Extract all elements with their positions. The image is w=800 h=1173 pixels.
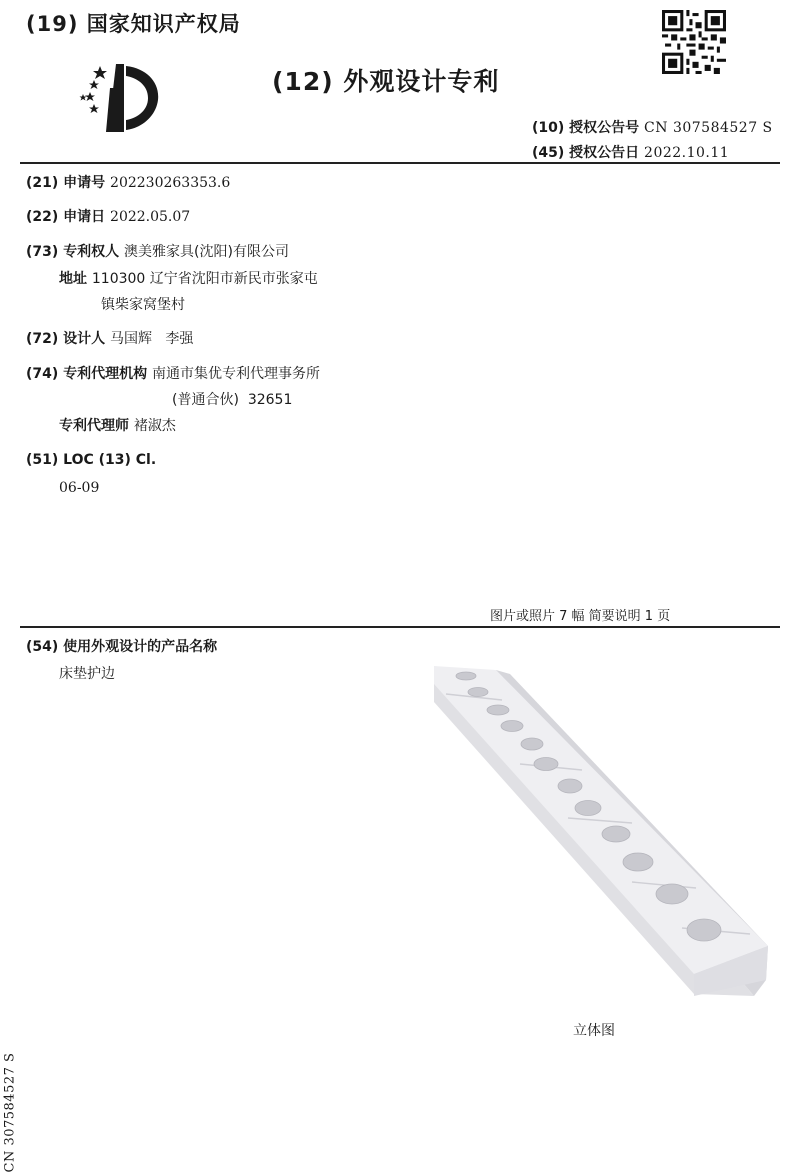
agency-line-2: (普通合伙) 32651 — [172, 392, 293, 408]
address-row — [59, 268, 318, 288]
loc-classification-label: (51) LOC (13) Cl. — [26, 452, 157, 468]
section-divider — [20, 626, 780, 628]
application-number-row — [26, 172, 230, 192]
agency-name: 南通市集优专利代理事务所 — [152, 366, 321, 382]
agency-row — [26, 363, 320, 383]
document-type-title: (12) 外观设计专利 — [272, 67, 500, 96]
application-date-row — [26, 206, 190, 226]
product-name-label: (54) 使用外观设计的产品名称 — [26, 639, 218, 655]
address-line-1: 110300 辽宁省沈阳市新民市张家屯 — [91, 271, 318, 287]
application-date-label: (22) 申请日 — [26, 209, 106, 225]
agent-name: 褚淑杰 — [133, 418, 176, 434]
designer-names: 马国辉 李强 — [110, 331, 194, 347]
view-caption: 立体图 — [573, 1023, 615, 1039]
header-divider — [20, 162, 780, 164]
grant-date-row — [532, 142, 729, 162]
product-name: 床垫护边 — [59, 666, 115, 682]
application-number: 202230263353.6 — [110, 175, 231, 191]
agency-label: (74) 专利代理机构 — [26, 366, 148, 382]
designer-label: (72) 设计人 — [26, 331, 106, 347]
grant-number: CN 307584527 S — [644, 120, 773, 136]
address-label: 地址 — [59, 271, 87, 287]
grant-date-label: (45) 授权公告日 — [532, 145, 640, 161]
product-perspective-view — [432, 660, 774, 1005]
grant-date: 2022.10.11 — [644, 145, 730, 161]
office-name: (19) 国家知识产权局 — [26, 12, 241, 36]
patentee-name: 澳美雅家具(沈阳)有限公司 — [124, 244, 289, 260]
application-date: 2022.05.07 — [110, 209, 191, 225]
qr-code-icon — [662, 10, 726, 74]
figures-summary: 图片或照片 7 幅 简要说明 1 页 — [490, 609, 671, 624]
patentee-row — [26, 241, 289, 261]
grant-number-row — [532, 117, 773, 137]
designer-row — [26, 328, 193, 348]
application-number-label: (21) 申请号 — [26, 175, 106, 191]
address-line-2: 镇柴家窝堡村 — [101, 297, 185, 313]
loc-classification-value: 06-09 — [59, 480, 100, 496]
side-publication-number: CN 307584527 S — [2, 1052, 18, 1173]
patentee-label: (73) 专利权人 — [26, 244, 120, 260]
cnipa-logo — [70, 58, 165, 138]
agent-label: 专利代理师 — [59, 418, 129, 434]
agent-row — [59, 415, 176, 435]
grant-number-label: (10) 授权公告号 — [532, 120, 640, 136]
